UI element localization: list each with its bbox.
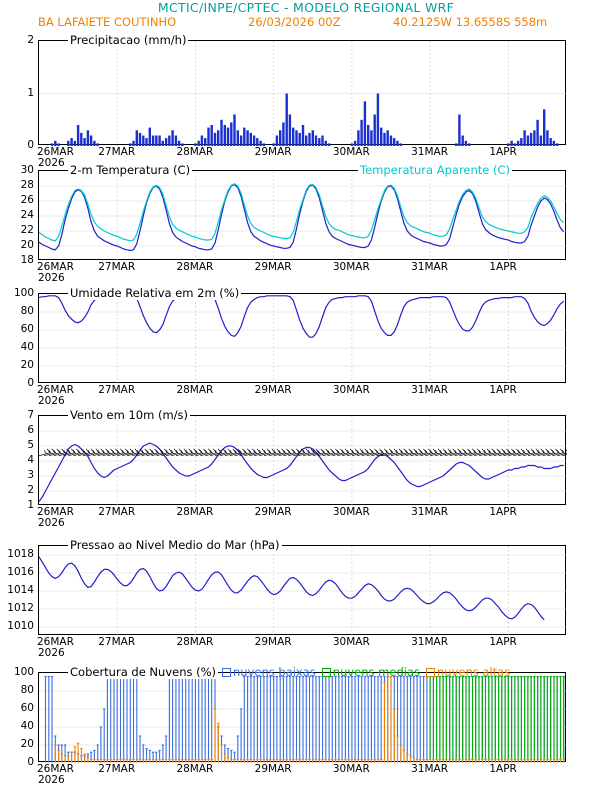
y-tick-label: 40	[20, 341, 34, 353]
panel-title-rh: Umidade Relativa em 2m (%)	[70, 286, 240, 300]
chart-panel-wind	[38, 415, 566, 505]
x-tick-label: 28MAR	[176, 636, 214, 648]
y-tick-label: 1010	[7, 620, 34, 632]
y-tick-label: 80	[20, 305, 34, 317]
legend-swatch-1	[322, 668, 331, 677]
x-tick-label: 29MAR	[254, 636, 292, 648]
y-tick-label: 1014	[7, 584, 34, 596]
y-tick-label: 24	[20, 209, 34, 221]
y-tick-label: 22	[20, 224, 34, 236]
x-tick-label: 1APR	[489, 763, 517, 775]
y-tick-label: 3	[27, 469, 34, 481]
y-tick-label: 60	[20, 702, 34, 714]
y-tick-label: 30	[20, 164, 34, 176]
y-tick-label: 0	[27, 139, 34, 151]
x-tick-label: 27MAR	[98, 636, 136, 648]
y-tick-label: 0	[27, 756, 34, 768]
x-tick-label: 26MAR	[37, 384, 74, 396]
x-tick-label: 26MAR	[37, 763, 74, 775]
y-tick-label: 1016	[7, 566, 34, 578]
legend-item-1: nuvens medias	[322, 665, 420, 679]
x-axis-year: 2026	[38, 272, 65, 284]
y-tick-label: 60	[20, 323, 34, 335]
x-tick-label: 29MAR	[254, 261, 292, 273]
y-tick-label: 18	[20, 254, 34, 266]
y-tick-label: 40	[20, 720, 34, 732]
legend-item-2: nuvens altas	[426, 665, 510, 679]
x-axis-year: 2026	[38, 774, 65, 786]
legend-swatch-2	[426, 668, 435, 677]
x-tick-label: 29MAR	[254, 763, 292, 775]
x-tick-label: 26MAR	[37, 506, 74, 518]
x-tick-label: 28MAR	[176, 384, 214, 396]
x-tick-label: 27MAR	[98, 384, 136, 396]
x-tick-label: 28MAR	[176, 506, 214, 518]
panel-title-temp: 2-m Temperatura (C)	[70, 163, 191, 177]
x-tick-label: 28MAR	[176, 146, 214, 158]
y-tick-label: 26	[20, 194, 34, 206]
chart-panel-rh	[38, 293, 566, 383]
y-tick-label: 28	[20, 179, 34, 191]
x-tick-label: 1APR	[489, 384, 517, 396]
x-tick-label: 28MAR	[176, 763, 214, 775]
chart-panel-pres	[38, 545, 566, 635]
x-tick-label: 27MAR	[98, 261, 136, 273]
x-tick-label: 29MAR	[254, 384, 292, 396]
y-tick-label: 20	[20, 239, 34, 251]
y-tick-label: 20	[20, 738, 34, 750]
cloud-legend	[222, 665, 516, 679]
y-tick-label: 1012	[7, 602, 34, 614]
chart-header	[0, 0, 612, 15]
y-tick-label: 0	[27, 377, 34, 389]
x-tick-label: 1APR	[489, 506, 517, 518]
x-tick-label: 31MAR	[411, 506, 449, 518]
x-tick-label: 29MAR	[254, 146, 292, 158]
coordinates: 40.2125W 13.6558S 558m	[393, 15, 548, 29]
chart-panel-temp	[38, 170, 566, 260]
x-tick-label: 31MAR	[411, 763, 449, 775]
y-tick-label: 100	[13, 666, 34, 678]
chart-panel-clouds	[38, 672, 566, 762]
legend-item-0: nuvens baixas	[222, 665, 316, 679]
x-tick-label: 30MAR	[332, 506, 370, 518]
x-tick-label: 1APR	[489, 636, 517, 648]
x-tick-label: 31MAR	[411, 636, 449, 648]
x-axis-year: 2026	[38, 157, 65, 169]
x-tick-label: 26MAR	[37, 261, 74, 273]
x-axis-year: 2026	[38, 395, 65, 407]
model-title: MCTIC/INPE/CPTEC - MODELO REGIONAL WRF	[157, 0, 455, 15]
x-tick-label: 30MAR	[332, 763, 370, 775]
y-tick-label: 1018	[7, 548, 34, 560]
station-name: BA LAFAIETE COUTINHO	[38, 15, 177, 29]
panel-title-apparent-temp: Temperatura Aparente (C)	[360, 163, 511, 177]
x-tick-label: 26MAR	[37, 636, 74, 648]
x-tick-label: 27MAR	[98, 763, 136, 775]
panel-title-clouds: Cobertura de Nuvens (%)	[70, 665, 217, 679]
y-tick-label: 80	[20, 684, 34, 696]
y-tick-label: 4	[27, 454, 34, 466]
chart-panel-precip	[38, 40, 566, 145]
x-tick-label: 28MAR	[176, 261, 214, 273]
x-tick-label: 31MAR	[411, 146, 449, 158]
x-tick-label: 27MAR	[98, 146, 136, 158]
y-tick-label: 2	[27, 34, 34, 46]
x-axis-year: 2026	[38, 647, 65, 659]
x-tick-label: 31MAR	[411, 261, 449, 273]
y-tick-label: 7	[27, 409, 34, 421]
y-tick-label: 20	[20, 359, 34, 371]
x-tick-label: 1APR	[489, 146, 517, 158]
y-tick-label: 1	[27, 86, 34, 99]
run-date: 26/03/2026 00Z	[248, 15, 341, 29]
x-tick-label: 30MAR	[332, 146, 370, 158]
x-tick-label: 31MAR	[411, 384, 449, 396]
x-tick-label: 27MAR	[98, 506, 136, 518]
x-tick-label: 1APR	[489, 261, 517, 273]
y-tick-label: 2	[27, 484, 34, 496]
x-tick-label: 30MAR	[332, 384, 370, 396]
x-axis-year: 2026	[38, 517, 65, 529]
panel-title-precip: Precipitacao (mm/h)	[70, 33, 187, 47]
x-tick-label: 30MAR	[332, 636, 370, 648]
panel-title-wind: Vento em 10m (m/s)	[70, 408, 189, 422]
legend-swatch-0	[222, 668, 231, 677]
y-tick-label: 1	[27, 499, 34, 511]
x-tick-label: 30MAR	[332, 261, 370, 273]
y-tick-label: 5	[27, 439, 34, 451]
x-tick-label: 26MAR	[37, 146, 74, 158]
y-tick-label: 6	[27, 424, 34, 436]
panel-title-pres: Pressao ao Nivel Medio do Mar (hPa)	[70, 538, 280, 552]
y-tick-label: 100	[13, 287, 34, 299]
x-tick-label: 29MAR	[254, 506, 292, 518]
